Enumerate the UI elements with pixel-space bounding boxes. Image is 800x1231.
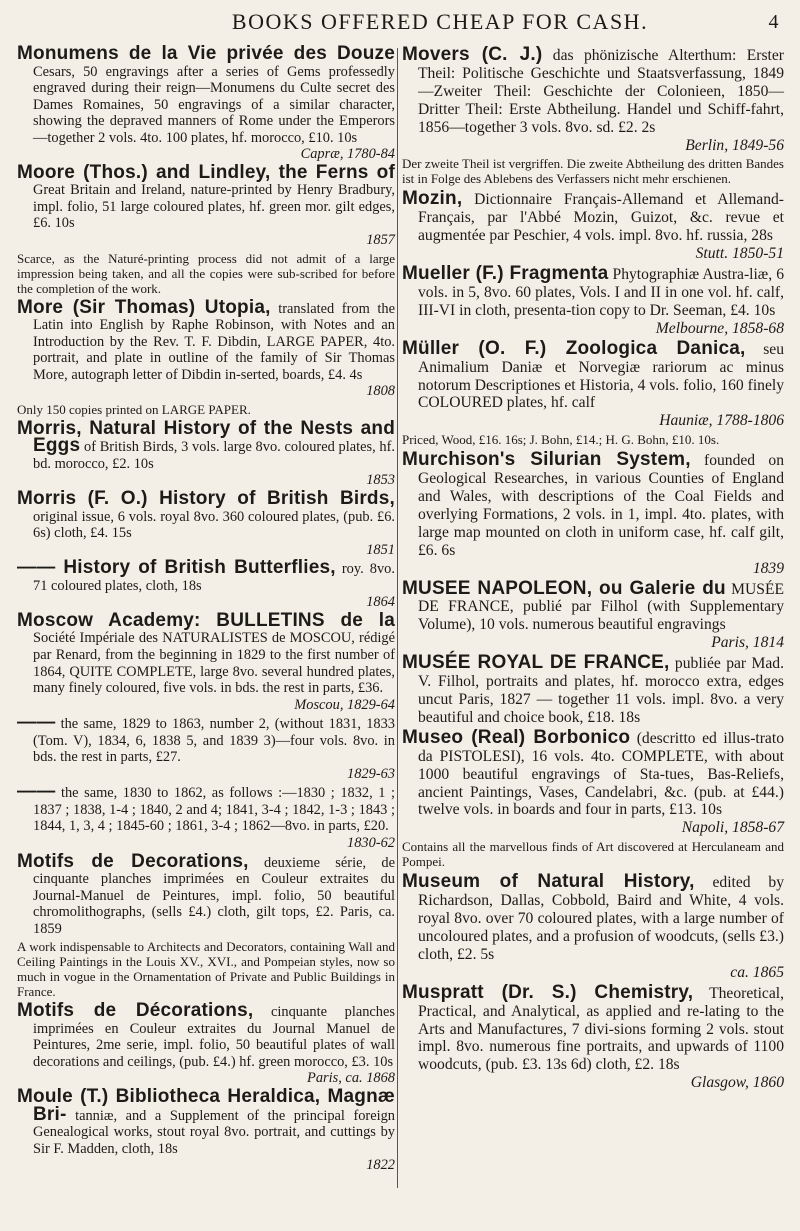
entry-imprint: 1853 (366, 472, 395, 489)
catalogue-entry (17, 781, 395, 851)
entry-description: Phytographiæ Austra-liæ, 6 vols. in 5, 8vo. 60 plates, Vols. I and II in one vol. hf. calf, III-VI in cloth, presenta-tion copy to Dr. Seeman, £4. 10s (418, 266, 784, 319)
entry-heading: Moore (Thos.) and Lindley, the Ferns of (17, 161, 395, 183)
entry-imprint: Stutt. 1850-51 (695, 245, 784, 263)
entry-heading: More (Sir Thomas) Utopia, (17, 296, 271, 318)
entry-heading: —— (17, 712, 56, 734)
catalogue-entry (402, 726, 784, 837)
entry-description: das phönizische Alterthum: Erster Theil: Politische Geschichte und Staatsverfassung, 1849—Zweiter Theil: Geschichte der Colonieen, 1850—Dritter Theil: Erste Abtheilung. Handel und Schiff-fahrt, 1856—together 3 vols. 8vo. sd. £2. 2s (418, 47, 784, 136)
entry-description: Dictionnaire Français-Allemand et Allemand-Français, par l'Abbé Mozin, Guizot, &c. revue et augmentée par Peschier, 4 vols. impl. 8vo. hf. russia, 28s (418, 191, 784, 245)
entry-description: Great Britain and Ireland, nature-printed by Henry Bradbury, impl. folio, 51 large coloured plates, hf. green mor. gilt edges, £6. 10s (33, 182, 395, 232)
entry-description: the same, 1830 to 1862, as follows :—1830 ; 1832, 1 ; 1837 ; 1838, 1-4 ; 1840, 2 and 4; 1841, 3-4 ; 1842, 1-3 ; 1843 ; 1844, 1, 3, 4 ; 1845-60 ; 1861, 3-4 ; 1862—8vo. in parts, £20. (33, 785, 395, 835)
entry-heading: Morris (F. O.) History of British Birds, (17, 488, 395, 510)
catalogue-entry (17, 850, 395, 938)
entry-note: Scarce, as the Naturé-printing process did not admit of a large impression being taken, and all the copies were sub-scribed for before the completion of the work. (17, 250, 395, 296)
entry-imprint: Berlin, 1849-56 (685, 136, 784, 154)
catalogue-entry (17, 161, 395, 249)
entry-heading: —— History of British Butterflies, (17, 557, 336, 579)
entry-description: (descritto ed illus-trato da PISTOLESI), 16 vols. 4to. COMPLETE, with about 1000 beautiful engravings of Sta-tues, Bas-Reliefs, ancient Paintings, Vases, Candelabri, &c. (pub. at £44.) twelve vols. in boards and four in parts, £13. 10s (418, 729, 784, 819)
entry-imprint: 1829-63 (347, 765, 395, 782)
entry-description: founded on Geological Researches, in various Counties of England and Wales, with descriptions of the Coal Fields and overlying Formations, 2 vols. in 1, impl. 4to. plates, with large map mounted on cloth in uniform case, hf. calf gilt, £6. 6s (418, 452, 785, 559)
entry-description: edited by Richardson, Dallas, Cobbold, Baird and White, 4 vols. royal 8vo. over 70 coloured plates, with a large number of uncoloured plates, and a profusion of woodcuts, (sells £3.) cloth, £2. 5s (418, 874, 785, 963)
entry-heading: Motifs de Décorations, (17, 1000, 254, 1022)
entry-description: publiée par Mad. V. Filhol, portraits and plates, hf. morocco extra, edges uncut Paris, 1827 — together 11 vols. impl. 8vo. a very beautiful and choice book, £18. 18s (418, 655, 784, 726)
entry-description: roy. 8vo. 71 coloured plates, cloth, 18s (33, 561, 395, 594)
entry-imprint: 1864 (366, 594, 395, 611)
entry-imprint: 1851 (366, 541, 395, 558)
entry-note: Contains all the marvellous finds of Art discovered at Herculaneam and Pompei. (402, 839, 784, 870)
entry-description: Cesars, 50 engravings after a series of Gems professedly engraved during their reign—Monumens du Culte secret des Dames Romaines, 50 engravings of a similar character, showing the depraved manners of Rome under the Emperors—together 2 vols. 4to. 100 plates, hf. morocco, £10. 10s (33, 63, 395, 146)
entry-imprint: 1830-62 (347, 834, 395, 851)
catalogue-entry (402, 577, 784, 653)
entry-heading: Müller (O. F.) Zoologica Danica, (402, 337, 746, 359)
entry-description: Société Impériale des NATURALISTES de MOSCOU, rédigé par Renard, from the beginning in 1829 to the first number of 1864, QUITE COMPLETE, large 8vo. several hundred plates, many finely coloured, five vols. in bds. the rest in parts, £36. (33, 630, 395, 697)
entry-description: MUSÉE DE FRANCE, publié par Filhol (with Supplementary Volume), 10 vols. numerous beautiful engravings (418, 580, 784, 634)
entry-heading: Murchison's Silurian System, (402, 449, 691, 471)
entry-heading: Monumens de la Vie privée des Douze (17, 43, 395, 64)
entry-imprint: 1808 (366, 383, 395, 400)
entry-imprint: 1822 (366, 1157, 395, 1174)
catalogue-entry (17, 296, 395, 400)
entry-description: seu Animalium Daniæ et Norvegiæ rariorum ac minus notorum Descriptiones et Historia, 4 vols. folio, 160 finely COLOURED plates, hf. calf (418, 340, 785, 412)
catalogue-entry (17, 488, 395, 558)
entry-note: Der zweite Theil ist vergriffen. Die zweite Abtheilung des dritten Bandes ist in Folge des Ablebens des Verfassers nicht mehr erschienen. (402, 156, 784, 187)
entry-note: A work indispensable to Architects and Decorators, containing Wall and Ceiling Paintings in the Louis XV., XVI., and Pompeian styles, now so much in vogue in the Ornamentation of Private and Public Buildings in France. (17, 939, 395, 1000)
catalogue-entry (17, 557, 395, 611)
column-divider (397, 48, 398, 1188)
entry-heading: Mueller (F.) Fragmenta (402, 263, 609, 285)
entry-heading: Movers (C. J.) (402, 44, 543, 65)
entry-description: original issue, 6 vols. royal 8vo. 360 coloured plates, (pub. £6. 6s) cloth, £4. 15s (33, 508, 395, 542)
catalogue-entry (17, 1000, 395, 1087)
entry-description: tanniæ, and a Supplement of the principal foreign Genealogical works, stout royal 8vo. portrait, and cuttings by Sir F. Madden, cloth, 18s (33, 1107, 395, 1157)
page-title: BOOKS OFFERED CHEAP FOR CASH. (231, 9, 649, 34)
entry-heading: Morris, Natural History of the Nests and Eggs (17, 417, 395, 457)
entry-imprint: ca. 1865 (730, 963, 784, 981)
entry-note: Priced, Wood, £16. 16s; J. Bohn, £14.; H. G. Bohn, £10. 10s. (402, 432, 720, 448)
entry-heading: —— (17, 781, 56, 803)
entry-imprint: Capræ, 1780-84 (300, 146, 395, 163)
catalogue-entry (402, 46, 784, 154)
page-number: 4 (768, 11, 780, 33)
entry-heading: Museum of Natural History, (402, 871, 695, 893)
entry-imprint: 1839 (752, 559, 784, 577)
entry-heading: MUSÉE ROYAL DE FRANCE, (402, 652, 670, 674)
left-column (17, 43, 396, 1176)
catalogue-entry (17, 417, 396, 489)
entry-heading: Motifs de Decorations, (17, 850, 249, 872)
catalogue-entry (402, 337, 785, 431)
entry-heading: Moscow Academy: BULLETINS de la (17, 609, 395, 631)
entry-imprint: Paris, ca. 1868 (307, 1070, 395, 1087)
entry-note: Only 150 copies printed on LARGE PAPER. (17, 401, 251, 417)
entry-description: deuxieme série, de cinquante planches imprimées en Couleur extraites du Journal-Manuel de Peintures, impl. folio, 50 beautiful chromolithographs, (sells £4.) cloth, gilt tops, £2. Paris, ca. 1859 (33, 854, 395, 937)
right-column (402, 46, 784, 1094)
entry-description: the same, 1829 to 1863, number 2, (without 1831, 1833 (Tom. V), 1834, 6, 1838 5, and 1839 3)—four vols. 8vo. in bds. the rest in parts, £27. (33, 716, 395, 766)
entry-imprint: Napoli, 1858-67 (681, 819, 784, 837)
entry-description: of British Birds, 3 vols. large 8vo. coloured plates, hf. bd. morocco, £2. 10s (33, 439, 396, 472)
entry-imprint: Glasgow, 1860 (690, 1074, 784, 1092)
catalogue-entry (402, 265, 784, 338)
entry-description: Theoretical, Practical, and Analytical, as applied and re-lating to the Arts and Manufactures, 7 divi-sions forming 2 vols. stout impl. 8vo. numerous fine portraits, and upwards of 1100 woodcuts, (pub. £3. 13s 6d) cloth, £2. 18s (418, 984, 784, 1074)
page-header (100, 6, 780, 38)
catalogue-entry (402, 873, 784, 981)
entry-description: translated from the Latin into English by Raphe Robinson, with Notes and an Introduction by the Rev. T. F. Dibdin, LARGE PAPER, 4to. portrait, and plate in outline of the family of Sir Thomas More, autograph letter of Dibdin in-serted, boards, £4. 4s (33, 300, 395, 383)
entry-heading: Museo (Real) Borbonico (402, 726, 631, 748)
entry-heading: Muspratt (Dr. S.) Chemistry, (402, 981, 694, 1003)
catalogue-entry (402, 190, 784, 263)
catalogue-entry (402, 981, 784, 1092)
catalogue-entry (17, 43, 395, 163)
entry-description: cinquante planches imprimées en Couleur extraites du Journal Manuel de Peintures, 2me serie, impl. folio, 50 beautiful plates of wall decorations and ceilings, (pub. £4.) hf. green morocco, £3. 10s (33, 1004, 395, 1070)
entry-imprint: Melbourne, 1858-68 (655, 319, 784, 337)
entry-imprint: 1857 (366, 232, 395, 249)
catalogue-entry (17, 712, 395, 782)
catalogue-entry (17, 609, 395, 713)
entry-heading: Moule (T.) Bibliotheca Heraldica, Magnæ Bri- (17, 1085, 395, 1125)
catalogue-entry (17, 1085, 395, 1174)
entry-imprint: Moscou, 1829-64 (294, 696, 395, 713)
catalogue-entry (402, 654, 784, 727)
entry-imprint: Paris, 1814 (711, 634, 784, 652)
entry-imprint: Hauniæ, 1788-1806 (659, 412, 784, 430)
catalogue-entry (402, 451, 784, 577)
entry-heading: Mozin, (402, 188, 463, 210)
entry-heading: MUSEE NAPOLEON, ou Galerie du (402, 577, 726, 599)
